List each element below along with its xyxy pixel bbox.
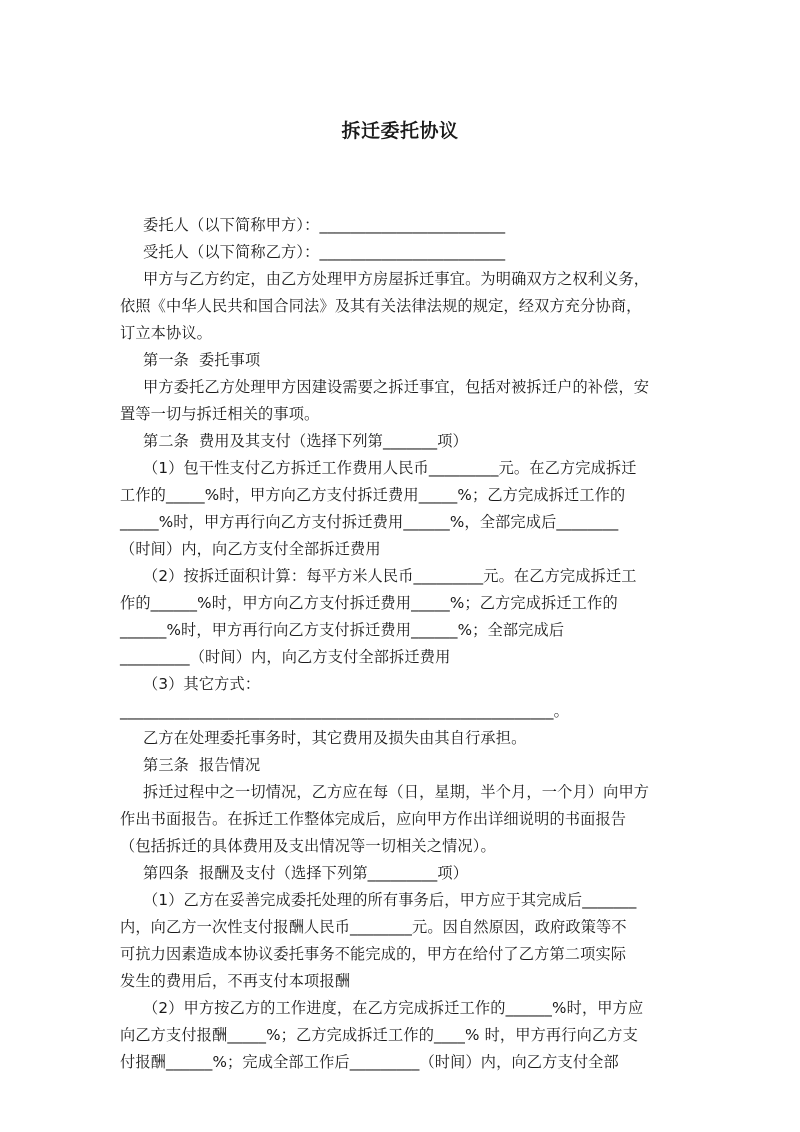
article-4-option-1-line-4: 发生的费用后，不再支付本项报酬 <box>120 972 351 990</box>
article-1-line-1: 甲方委托乙方处理甲方因建设需要之拆迁事宜，包括对被拆迁户的补偿，安 <box>143 378 650 396</box>
article-4-heading: 第四条 报酬及支付（选择下列第_________项） <box>143 864 469 882</box>
article-2-option-1-line-3: _____%时，甲方再行向乙方支付拆迁费用______%，全部完成后________ <box>120 513 619 531</box>
article-1-heading: 第一条 委托事项 <box>143 351 261 369</box>
preamble-line-1: 甲方与乙方约定，由乙方处理甲方房屋拆迁事宜。为明确双方之权利义务， <box>143 270 650 288</box>
article-3-line-3: （包括拆迁的具体费用及支出情况等一切相关之情况）。 <box>120 837 496 855</box>
article-4-option-1-line-2: 内，向乙方一次性支付报酬人民币________元。因自然原因，政府政策等不 <box>120 918 627 936</box>
preamble-line-2: 依照《中华人民共和国合同法》及其有关法律法规的规定，经双方充分协商， <box>120 297 642 315</box>
agent-line: 受托人（以下简称乙方）：________________________ <box>143 243 506 261</box>
article-4-option-2-line-3: 付报酬______%；完成全部工作后_________（时间）内，向乙方支付全部 <box>120 1053 619 1071</box>
article-3-heading: 第三条 报告情况 <box>143 756 261 774</box>
article-2-option-3-blank: ________________________________________________________。 <box>120 702 569 720</box>
article-2-option-1-line-4: （时间）内，向乙方支付全部拆迁费用 <box>120 540 381 558</box>
article-2-option-2-line-3: ______%时，甲方再行向乙方支付拆迁费用______%；全部完成后 <box>120 621 565 639</box>
article-3-line-1: 拆迁过程中之一切情况，乙方应在每（日，星期，半个月，一个月）向甲方 <box>143 783 650 801</box>
article-2-option-2-line-2: 作的______%时，甲方向乙方支付拆迁费用_____%；乙方完成拆迁工作的 <box>120 594 618 612</box>
article-2-option-2-line-1: （2）按拆迁面积计算：每平方米人民币_________元。在乙方完成拆迁工 <box>143 567 637 585</box>
article-2-costs-note: 乙方在处理委托事务时，其它费用及损失由其自行承担。 <box>143 729 527 747</box>
article-2-option-1-line-1: （1）包干性支付乙方拆迁工作费用人民币_________元。在乙方完成拆迁 <box>143 459 637 477</box>
article-1-line-2: 置等一切与拆迁相关的事项。 <box>120 405 320 423</box>
article-2-heading: 第二条 费用及其支付（选择下列第_______项） <box>143 432 468 450</box>
document-title: 拆迁委托协议 <box>341 120 459 142</box>
article-4-option-1-line-1: （1）乙方在妥善完成委托处理的所有事务后，甲方应于其完成后_______ <box>143 891 637 909</box>
article-2-option-2-line-4: _________（时间）内，向乙方支付全部拆迁费用 <box>120 648 451 666</box>
article-4-option-2-line-2: 向乙方支付报酬_____%；乙方完成拆迁工作的____% 时，甲方再行向乙方支 <box>120 1026 638 1044</box>
article-2-option-1-line-2: 工作的_____%时，甲方向乙方支付拆迁费用_____%；乙方完成拆迁工作的 <box>120 486 626 504</box>
article-3-line-2: 作出书面报告。在拆迁工作整体完成后，应向甲方作出详细说明的书面报告 <box>120 810 627 828</box>
principal-line: 委托人（以下简称甲方）：________________________ <box>143 216 506 234</box>
preamble-line-3: 订立本协议。 <box>120 324 213 342</box>
article-4-option-2-line-1: （2）甲方按乙方的工作进度，在乙方完成拆迁工作的______%时，甲方应 <box>143 999 644 1017</box>
article-4-option-1-line-3: 可抗力因素造成本协议委托事务不能完成的，甲方在给付了乙方第二项实际 <box>120 945 627 963</box>
article-2-option-3-line-1: （3）其它方式： <box>143 675 261 693</box>
